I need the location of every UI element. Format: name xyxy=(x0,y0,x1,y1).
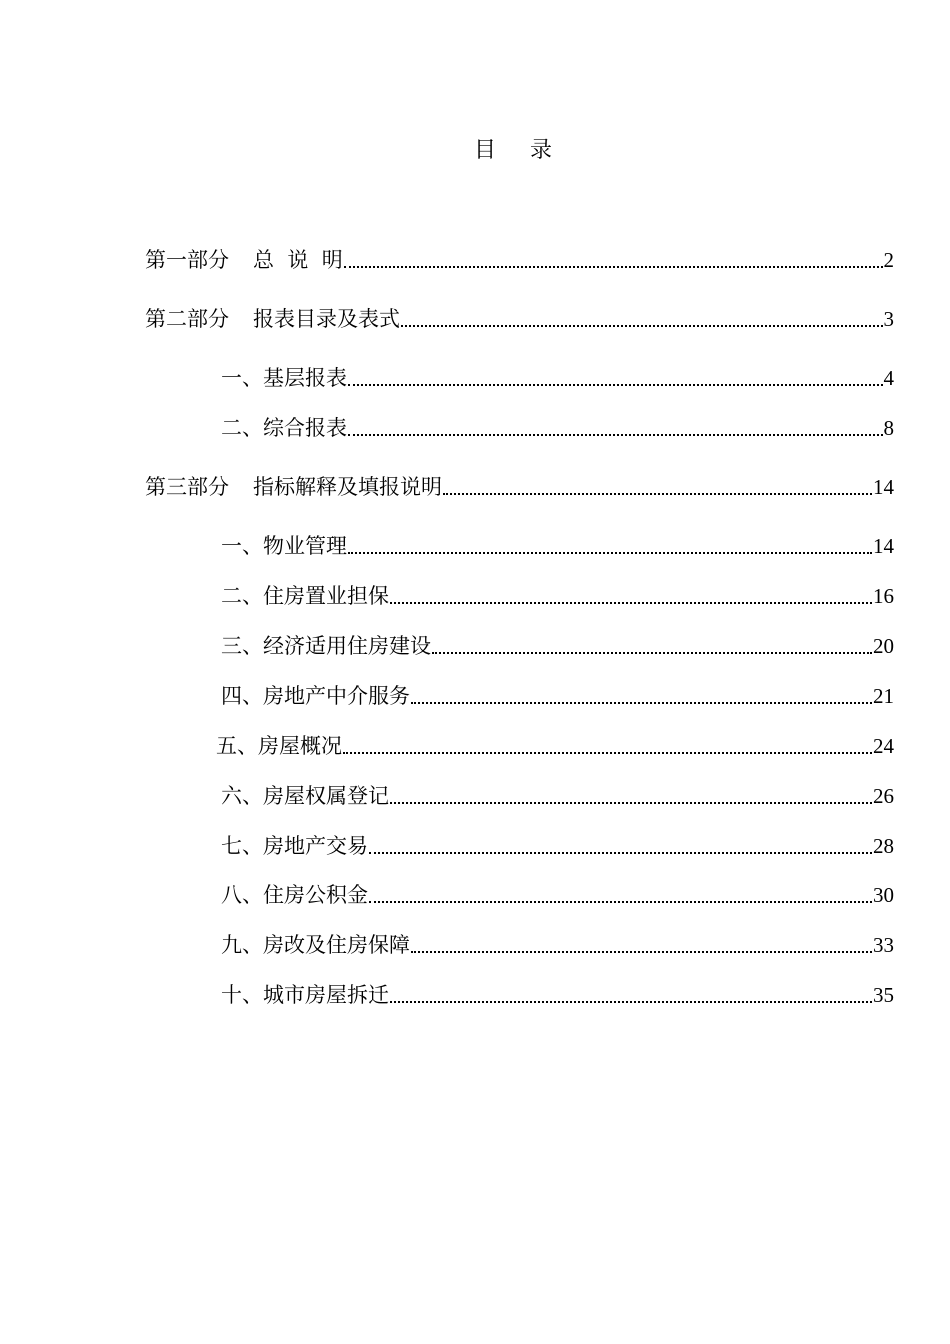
toc-page-number: 20 xyxy=(873,634,894,658)
toc-page-number: 14 xyxy=(873,534,894,558)
toc-part-label: 第三部分 xyxy=(145,475,229,499)
toc-page-number: 33 xyxy=(873,933,894,957)
toc-section-title: 九、房改及住房保障 xyxy=(221,933,410,957)
dot-leader xyxy=(432,652,872,654)
toc-page-number: 26 xyxy=(873,784,894,808)
toc-page-number: 24 xyxy=(873,734,894,758)
dot-leader xyxy=(344,266,883,268)
toc-section-title: 六、房屋权属登记 xyxy=(221,784,389,808)
toc-title xyxy=(0,136,950,166)
toc-section-title: 一、物业管理 xyxy=(221,534,347,558)
dot-leader xyxy=(343,752,872,754)
toc-part-label: 第二部分 xyxy=(145,307,229,331)
toc-section-title: 二、综合报表 xyxy=(221,416,347,440)
dot-leader xyxy=(369,852,872,854)
toc-entry-label xyxy=(145,305,400,333)
toc-entry-part1[interactable] xyxy=(145,246,894,274)
toc-entry[interactable] xyxy=(221,682,894,710)
dot-leader xyxy=(390,1001,872,1003)
dot-leader xyxy=(348,384,883,386)
toc-section-title: 报表目录及表式 xyxy=(253,307,400,331)
toc-page-number: 30 xyxy=(873,883,894,907)
toc-title-part2: 录 xyxy=(530,138,553,163)
toc-page-number: 21 xyxy=(873,684,894,708)
toc-page-number: 16 xyxy=(873,584,894,608)
dot-leader xyxy=(348,552,872,554)
toc-entry-part3[interactable] xyxy=(145,473,894,501)
toc-section-title: 指标解释及填报说明 xyxy=(253,475,442,499)
toc-entry[interactable] xyxy=(221,632,894,660)
dot-leader xyxy=(348,434,883,436)
toc-title-part1: 目 xyxy=(473,138,496,163)
toc-section-title: 一、基层报表 xyxy=(221,366,347,390)
toc-entry[interactable] xyxy=(221,782,894,810)
toc-page-number: 4 xyxy=(883,366,894,390)
toc-entry[interactable] xyxy=(221,582,894,610)
toc-entry[interactable] xyxy=(221,881,894,909)
dot-leader xyxy=(411,702,872,704)
toc-entry-label xyxy=(145,246,343,274)
dot-leader xyxy=(390,802,872,804)
toc-entry[interactable] xyxy=(221,532,894,560)
toc-entry[interactable] xyxy=(221,981,894,1009)
toc-page-number: 28 xyxy=(873,834,894,858)
dot-leader xyxy=(411,951,872,953)
dot-leader xyxy=(401,325,883,327)
toc-page-number: 14 xyxy=(873,475,894,499)
toc-part-label: 第一部分 xyxy=(145,248,229,272)
toc-page-number: 2 xyxy=(883,248,894,272)
toc-entry[interactable] xyxy=(221,414,894,442)
toc-page-number: 8 xyxy=(883,416,894,440)
toc-section-title: 三、经济适用住房建设 xyxy=(221,634,431,658)
toc-section-title: 总 说 明 xyxy=(253,248,343,272)
toc-section-title: 五、房屋概况 xyxy=(216,734,342,758)
toc-entry[interactable] xyxy=(221,364,894,392)
toc-section-title: 十、城市房屋拆迁 xyxy=(221,983,389,1007)
toc-entry-label xyxy=(145,473,442,501)
toc-page-number: 3 xyxy=(883,307,894,331)
dot-leader xyxy=(443,493,872,495)
toc-section-title: 七、房地产交易 xyxy=(221,834,368,858)
toc-page-number: 35 xyxy=(873,983,894,1007)
dot-leader xyxy=(390,602,872,604)
toc-section-title: 八、住房公积金 xyxy=(221,883,368,907)
toc-section-title: 二、住房置业担保 xyxy=(221,584,389,608)
toc-section-title: 四、房地产中介服务 xyxy=(221,684,410,708)
toc-entry[interactable] xyxy=(221,832,894,860)
dot-leader xyxy=(369,901,872,903)
toc-entry-part2[interactable] xyxy=(145,305,894,333)
toc-entry[interactable] xyxy=(221,931,894,959)
toc-entry[interactable] xyxy=(216,732,894,760)
